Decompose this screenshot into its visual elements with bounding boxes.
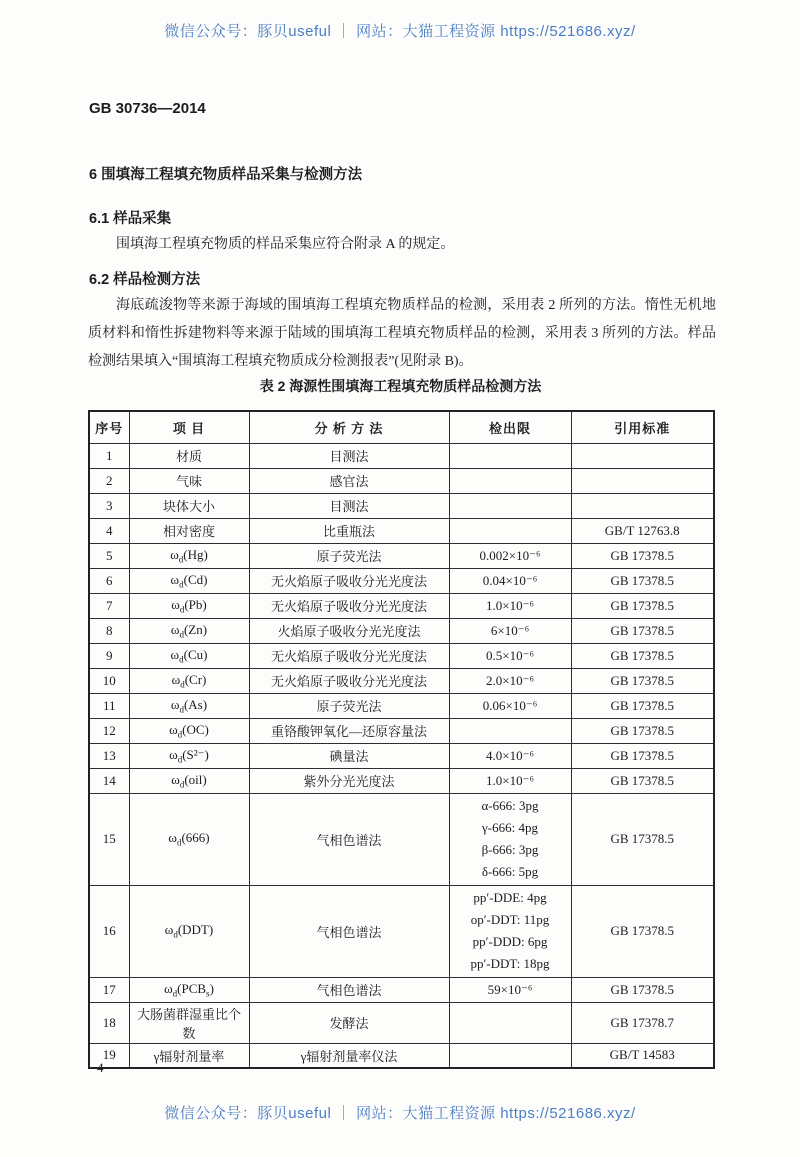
item-cell: $\omega_d(As)$ (129, 693, 249, 718)
standard-cell: GB 17378.5 (571, 568, 714, 593)
standard-cell: GB 17378.5 (571, 793, 714, 885)
row-number-cell: 3 (89, 493, 129, 518)
row-number-cell: 7 (89, 593, 129, 618)
table-row (89, 443, 714, 468)
method-cell: 紫外分光光度法 (249, 768, 449, 793)
standard-cell: GB 17378.5 (571, 543, 714, 568)
row-number-cell: 17 (89, 977, 129, 1002)
item-cell: 块体大小 (129, 493, 249, 518)
item-cell: 气味 (129, 468, 249, 493)
standard-cell (571, 468, 714, 493)
method-cell: 碘量法 (249, 743, 449, 768)
method-cell: 比重瓶法 (249, 518, 449, 543)
standard-cell: GB 17378.5 (571, 743, 714, 768)
standard-cell: GB 17378.5 (571, 693, 714, 718)
limit-cell: 0.06×10⁻⁶ (449, 693, 571, 718)
item-cell: 材质 (129, 443, 249, 468)
limit-cell: 59×10⁻⁶ (449, 977, 571, 1002)
table-row (89, 977, 714, 1002)
method-cell: 发酵法 (249, 1002, 449, 1043)
limit-line: op′-DDT: 11pg (470, 912, 550, 927)
limit-cell: 1.0×10⁻⁶ (449, 593, 571, 618)
standard-cell (571, 443, 714, 468)
item-cell: $\omega_d(oil)$ (129, 768, 249, 793)
table-row (89, 618, 714, 643)
row-number-cell: 12 (89, 718, 129, 743)
row-number-cell: 1 (89, 443, 129, 468)
standard-cell: GB 17378.5 (571, 977, 714, 1002)
method-cell: 无火焰原子吸收分光光度法 (249, 668, 449, 693)
limit-line: α-666: 3pg (481, 798, 539, 813)
table-row (89, 693, 714, 718)
table-row (89, 718, 714, 743)
limit-cell (449, 885, 571, 977)
row-number-cell: 4 (89, 518, 129, 543)
table-row (89, 668, 714, 693)
item-cell: 大肠菌群湿重比个数 (129, 1002, 249, 1043)
item-cell: $\omega_d(PCB_s)$ (129, 977, 249, 1002)
method-cell: 感官法 (249, 468, 449, 493)
limit-line: pp′-DDT: 18pg (470, 956, 550, 971)
limit-cell (449, 493, 571, 518)
method-cell: 气相色谱法 (249, 885, 449, 977)
table-row (89, 793, 714, 885)
limit-cell: 4.0×10⁻⁶ (449, 743, 571, 768)
paragraph-detection-methods: 海底疏浚物等来源于海域的围填海工程填充物质样品的检测，采用表 2 所列的方法。惰性无机地质材料和惰性拆建物料等来源于陆域的围填海工程填充物质样品的检测，采用表 3 所列的方法。样品检测结果填入“围填海工程填充物质成分检测报表”(见附录 B)。 (88, 298, 716, 369)
row-number-cell: 6 (89, 568, 129, 593)
limit-cell (449, 1002, 571, 1043)
standard-cell: GB 17378.5 (571, 768, 714, 793)
limit-cell (449, 1043, 571, 1068)
table-row (89, 743, 714, 768)
table-row (89, 518, 714, 543)
row-number-cell: 10 (89, 668, 129, 693)
page-number: 4 (97, 1060, 104, 1075)
method-cell: 原子荧光法 (249, 543, 449, 568)
method-cell: 气相色谱法 (249, 793, 449, 885)
row-number-cell: 5 (89, 543, 129, 568)
limit-cell: 0.002×10⁻⁶ (449, 543, 571, 568)
limit-line: γ-666: 4pg (482, 820, 538, 835)
detection-methods-table (88, 410, 715, 1069)
column-header: 检出限 (449, 411, 571, 443)
section-6-heading: 6 围填海工程填充物质样品采集与检测方法 (89, 167, 363, 183)
limit-line: δ-666: 5pg (481, 864, 539, 879)
table-row (89, 493, 714, 518)
item-cell: $\omega_d(666)$ (129, 793, 249, 885)
method-cell: 重铬酸钾氧化—还原容量法 (249, 718, 449, 743)
row-number-cell: 16 (89, 885, 129, 977)
row-number-cell: 2 (89, 468, 129, 493)
column-header: 序号 (89, 411, 129, 443)
item-cell: $\omega_d(Hg)$ (129, 543, 249, 568)
standard-cell: GB 17378.7 (571, 1002, 714, 1043)
limit-line: pp′-DDD: 6pg (472, 934, 548, 949)
table-header-row (89, 411, 714, 443)
row-number-cell: 8 (89, 618, 129, 643)
standard-cell: GB 17378.5 (571, 618, 714, 643)
limit-line: β-666: 3pg (481, 842, 539, 857)
standard-cell: GB 17378.5 (571, 885, 714, 977)
standard-cell: GB 17378.5 (571, 718, 714, 743)
limit-cell: 6×10⁻⁶ (449, 618, 571, 643)
table-row (89, 885, 714, 977)
item-cell: $\omega_d(Pb)$ (129, 593, 249, 618)
table-row (89, 543, 714, 568)
item-cell: γ辐射剂量率 (129, 1043, 249, 1068)
row-number-cell: 15 (89, 793, 129, 885)
limit-cell (449, 468, 571, 493)
row-number-cell: 18 (89, 1002, 129, 1043)
method-cell: 火焰原子吸收分光光度法 (249, 618, 449, 643)
table-body (89, 443, 714, 1068)
limit-cell: 0.04×10⁻⁶ (449, 568, 571, 593)
table-row (89, 768, 714, 793)
limit-cell (449, 443, 571, 468)
table-row (89, 643, 714, 668)
item-cell: $\omega_d(S^{2-})$ (129, 743, 249, 768)
method-cell: 目测法 (249, 443, 449, 468)
limit-cell: 1.0×10⁻⁶ (449, 768, 571, 793)
item-cell: $\omega_d(Cd)$ (129, 568, 249, 593)
table-row (89, 1043, 714, 1068)
row-number-cell: 14 (89, 768, 129, 793)
row-number-cell: 13 (89, 743, 129, 768)
limit-line: pp′-DDE: 4pg (473, 890, 547, 905)
paragraph-sample-collection: 围填海工程填充物质的样品采集应符合附录 A 的规定。 (116, 237, 455, 252)
item-cell: $\omega_d(Cu)$ (129, 643, 249, 668)
table-row (89, 593, 714, 618)
table-row (89, 468, 714, 493)
header-watermark: 微信公众号：豚贝useful ｜ 网站：大猫工程资源 https://521686.xyz/ (164, 23, 636, 40)
method-cell: 无火焰原子吸收分光光度法 (249, 643, 449, 668)
row-number-cell: 9 (89, 643, 129, 668)
standard-cell (571, 493, 714, 518)
item-cell: 相对密度 (129, 518, 249, 543)
row-number-cell: 11 (89, 693, 129, 718)
column-header: 分 析 方 法 (249, 411, 449, 443)
column-header: 项 目 (129, 411, 249, 443)
standard-cell: GB/T 12763.8 (571, 518, 714, 543)
table-caption: 表 2 海源性围填海工程填充物质样品检测方法 (259, 378, 542, 394)
row-number-cell: 19 (89, 1043, 129, 1068)
method-cell: 无火焰原子吸收分光光度法 (249, 593, 449, 618)
method-cell: 无火焰原子吸收分光光度法 (249, 568, 449, 593)
item-cell: $\omega_d(OC)$ (129, 718, 249, 743)
doc-number: GB 30736—2014 (89, 100, 206, 117)
standard-cell: GB/T 14583 (571, 1043, 714, 1068)
standard-cell: GB 17378.5 (571, 593, 714, 618)
standard-cell: GB 17378.5 (571, 643, 714, 668)
item-cell: $\omega_d(Cr)$ (129, 668, 249, 693)
method-cell: 原子荧光法 (249, 693, 449, 718)
table-row (89, 568, 714, 593)
standard-cell: GB 17378.5 (571, 668, 714, 693)
limit-cell: 0.5×10⁻⁶ (449, 643, 571, 668)
table-row (89, 1002, 714, 1043)
method-cell: γ辐射剂量率仪法 (249, 1043, 449, 1068)
limit-cell: 2.0×10⁻⁶ (449, 668, 571, 693)
method-cell: 目测法 (249, 493, 449, 518)
limit-cell (449, 518, 571, 543)
footer-watermark: 微信公众号：豚贝useful ｜ 网站：大猫工程资源 https://521686.xyz/ (164, 1105, 636, 1122)
item-cell: $\omega_d(Zn)$ (129, 618, 249, 643)
limit-cell (449, 718, 571, 743)
item-cell: $\omega_d(DDT)$ (129, 885, 249, 977)
section-6-1-heading: 6.1 样品采集 (89, 211, 172, 227)
column-header: 引用标准 (571, 411, 714, 443)
method-cell: 气相色谱法 (249, 977, 449, 1002)
section-6-2-heading: 6.2 样品检测方法 (89, 272, 201, 288)
limit-cell (449, 793, 571, 885)
